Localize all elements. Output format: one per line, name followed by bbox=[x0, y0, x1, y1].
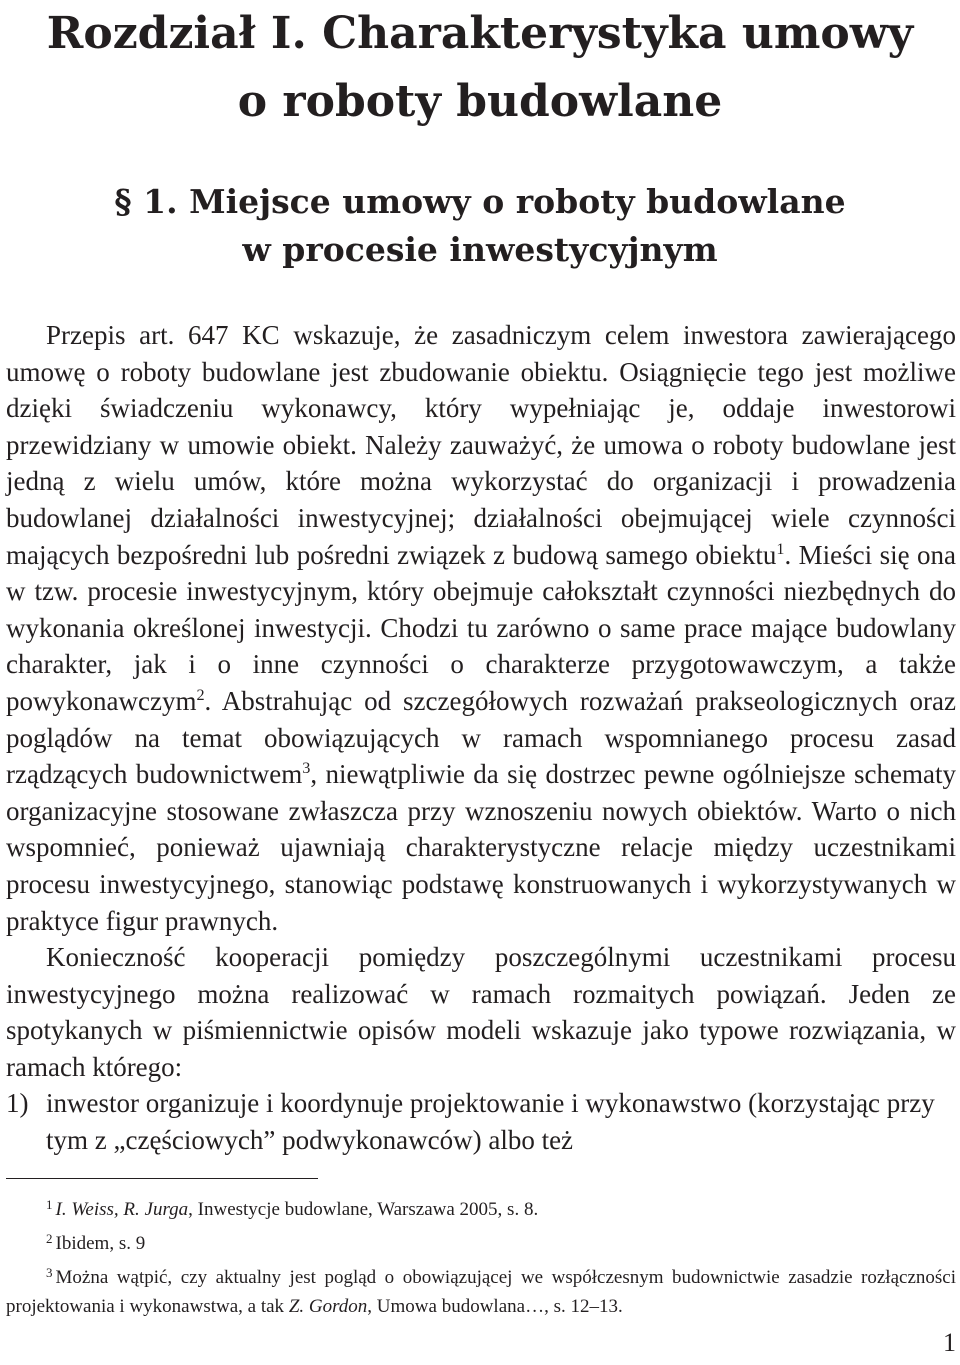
section-title-line-2: w procesie inwestycyjnym bbox=[242, 230, 718, 269]
paragraph-1-part-d: , niewątpliwie da się dostrzec pewne ogólniejsze schematy organizacyjne stosowane zwłaszcza przy wznoszeniu nowych obiektów. Warto o nich wspomnieć, ponieważ ujawniają charakterystyczne relacje między uczestnikami procesu inwestycyjnego, stanowiąc podstawę konstruowanych i wykorzystywanych w praktyce figur prawnych. bbox=[6, 759, 956, 936]
footnote-3-author: Z. Gordon bbox=[288, 1296, 368, 1317]
footnote-3 bbox=[6, 1258, 956, 1321]
footnote-3-text-b: , Umowa budowlana…, s. 12–13. bbox=[367, 1296, 623, 1317]
footnote-ref-2[interactable]: 2 bbox=[196, 685, 205, 704]
chapter-title-line-1: Rozdział I. Charakterystyka umowy bbox=[46, 8, 914, 59]
footnote-1-author: I. Weiss, R. Jurga bbox=[55, 1199, 189, 1220]
footnote-2-number: 2 bbox=[46, 1231, 53, 1246]
page-number: 1 bbox=[943, 1328, 956, 1357]
footnote-separator bbox=[6, 1178, 318, 1179]
paragraph-1-part-a: Przepis art. 647 KC wskazuje, że zasadniczym celem inwestora zawierającego umowę o roboty budowlane jest zbudowanie obiektu. Osiągnięcie tego jest możliwe dzięki świadczeniu wykonawcy, który wypełniając je, oddaje inwestorowi przewidziany w umowie obiekt. Należy zauważyć, że umowa o roboty budowlane jest jedną z wielu umów, które można wykorzystać do organizacji i prowadzenia budowlanej działalności inwestycyjnej; działalności obejmującej wiele czynności mających bezpośredni lub pośredni związek z budową samego obiektu bbox=[6, 320, 956, 570]
chapter-title-line-2: o roboty budowlane bbox=[237, 76, 723, 127]
footnote-3-text-a: Można wątpić, czy aktualny jest pogląd o obowiązującej we współczesnym budownictwie zasadzie rozłączności projektowania i wykonawstwa, a tak bbox=[6, 1267, 956, 1317]
footnote-ref-3[interactable]: 3 bbox=[302, 759, 311, 778]
footnote-1 bbox=[6, 1190, 956, 1224]
section-title-line-1: § 1. Miejsce umowy o roboty budowlane bbox=[114, 182, 846, 221]
footnote-1-number: 1 bbox=[46, 1197, 53, 1212]
footnote-1-text: , Inwestycje budowlane, Warszawa 2005, s. 8. bbox=[188, 1199, 539, 1220]
body-text bbox=[6, 317, 956, 1159]
paragraph-1 bbox=[6, 317, 956, 939]
chapter-title bbox=[0, 0, 960, 136]
list-item-number: 1) bbox=[6, 1088, 29, 1119]
section-title bbox=[0, 178, 960, 274]
paragraph-2: Konieczność kooperacji pomiędzy poszczególnymi uczestnikami procesu inwestycyjnego można realizować w ramach rozmaitych powiązań. Jeden ze spotykanych w piśmiennictwie opisów modeli wskazuje jako typowe rozwiązania, w ramach którego: bbox=[6, 942, 956, 1082]
footnote-2 bbox=[6, 1224, 956, 1258]
list-item-text: inwestor organizuje i koordynuje projektowanie i wykonawstwo (korzystając przy tym z „częściowych” podwykonawców) albo też bbox=[46, 1088, 935, 1156]
footnote-2-text: Ibidem, s. 9 bbox=[55, 1233, 146, 1254]
paragraph-1-part-c: . Abstrahując od szczegółowych rozważań prakseologicznych oraz poglądów na temat obowiązujących w ramach wspomnianego procesu zasad rządzących budownictwem bbox=[6, 685, 956, 790]
paragraph-1-part-b: . Mieści się ona w tzw. procesie inwestycyjnym, który obejmuje całokształt czynności niezbędnych do wykonania określonej inwestycji. Chodzi tu zarówno o same prace mające budowlany charakter, jak i o inne czynności o charakterze przygotowawczym, a także powykonawczym bbox=[6, 539, 956, 716]
footnotes bbox=[6, 1190, 956, 1321]
footnote-ref-1[interactable]: 1 bbox=[776, 539, 785, 558]
list-item bbox=[6, 1085, 956, 1158]
footnote-3-number: 3 bbox=[46, 1265, 53, 1280]
